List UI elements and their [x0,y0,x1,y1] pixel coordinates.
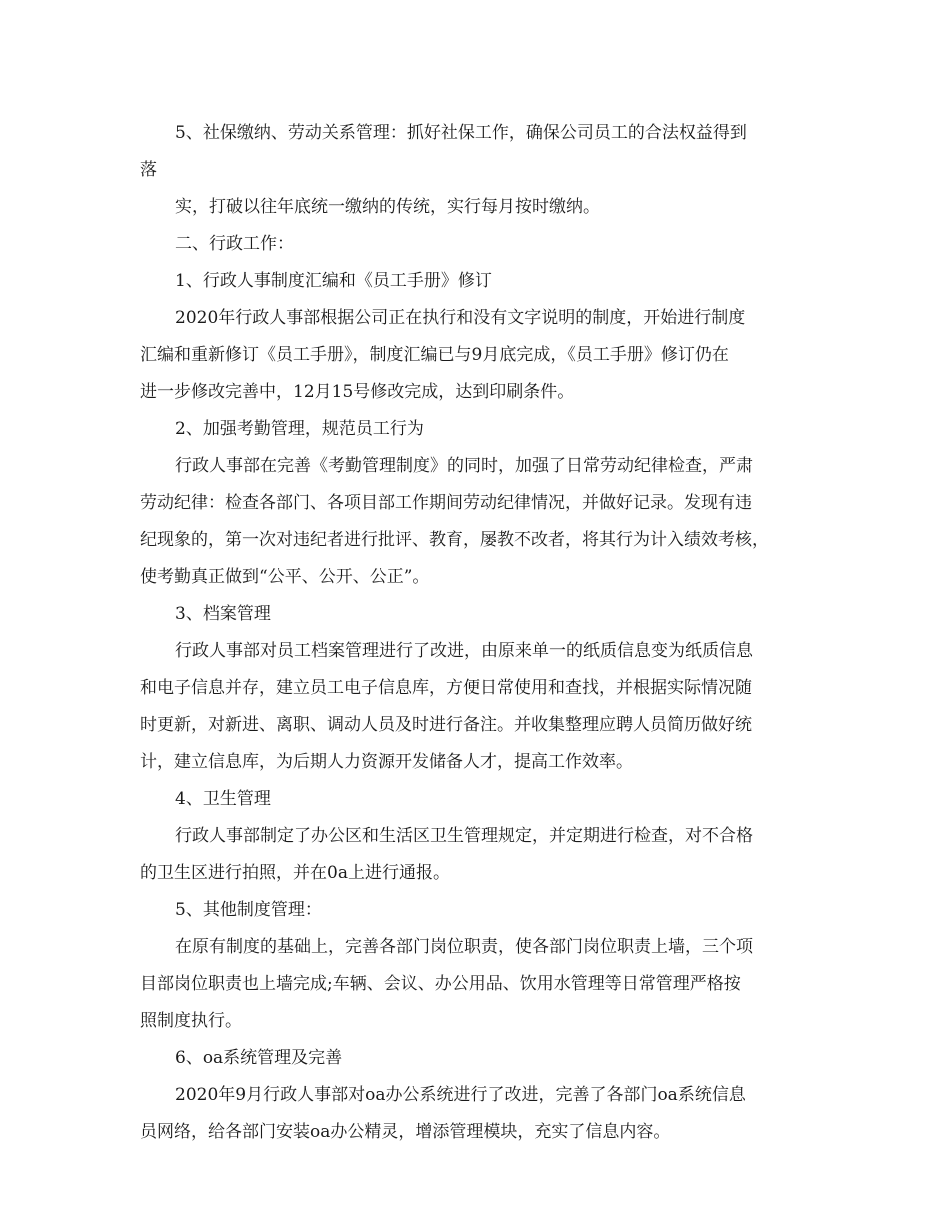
text-line: 在原有制度的基础上，完善各部门岗位职责，使各部门岗位职责上墙，三个项 [175,937,753,957]
text-line: 2020年行政人事部根据公司正在执行和没有文字说明的制度，开始进行制度 [175,308,746,328]
text-line: 目部岗位职责也上墙完成;车辆、会议、办公用品、饮用水管理等日常管理严格按 [140,974,741,994]
text-line: 二、行政工作： [175,234,294,254]
document-body [140,115,820,1151]
text-line: 2、加强考勤管理，规范员工行为 [175,419,424,439]
text-line: 行政人事部在完善《考勤管理制度》的同时，加强了日常劳动纪律检查，严肃 [175,456,753,476]
text-line: 汇编和重新修订《员工手册》，制度汇编已与9月底完成，《员工手册》修订仍在 [140,345,729,365]
text-line: 进一步修改完善中，12月15号修改完成，达到印刷条件。 [140,382,575,402]
text-line: 的卫生区进行拍照，并在0a上进行通报。 [140,863,450,883]
text-line: 1、行政人事制度汇编和《员工手册》修订 [175,271,492,291]
text-line: 纪现象的，第一次对违纪者进行批评、教育，屡教不改者，将其行为计入绩效考核， [140,530,769,550]
text-line: 劳动纪律：检查各部门、各项目部工作期间劳动纪律情况，并做好记录。发现有违 [140,493,752,513]
text-line: 3、档案管理 [175,604,271,624]
text-line: 6、oa系统管理及完善 [175,1048,343,1068]
text-line: 4、卫生管理 [175,789,271,809]
text-line: 员网络，给各部门安装oa办公精灵，增添管理模块，充实了信息内容。 [140,1122,671,1142]
text-line: 使考勤真正做到“公平、公开、公正”。 [140,567,430,587]
text-line: 行政人事部对员工档案管理进行了改进，由原来单一的纸质信息变为纸质信息 [175,641,753,661]
text-line: 实，打破以往年底统一缴纳的传统，实行每月按时缴纳。 [175,197,600,217]
text-line: 5、其他制度管理： [175,900,322,920]
text-line: 计，建立信息库，为后期人力资源开发储备人才，提高工作效率。 [140,752,633,772]
text-line: 行政人事部制定了办公区和生活区卫生管理规定，并定期进行检查，对不合格 [175,826,753,846]
text-line: 5、社保缴纳、劳动关系管理：抓好社保工作，确保公司员工的合法权益得到 [175,123,747,143]
text-line: 2020年9月行政人事部对oa办公系统进行了改进，完善了各部门oa系统信息 [175,1085,746,1105]
text-line: 落 [140,160,157,180]
text-line: 和电子信息并存，建立员工电子信息库，方便日常使用和查找，并根据实际情况随 [140,678,752,698]
text-line: 照制度执行。 [140,1011,242,1031]
text-line: 时更新，对新进、离职、调动人员及时进行备注。并收集整理应聘人员简历做好统 [140,715,752,735]
